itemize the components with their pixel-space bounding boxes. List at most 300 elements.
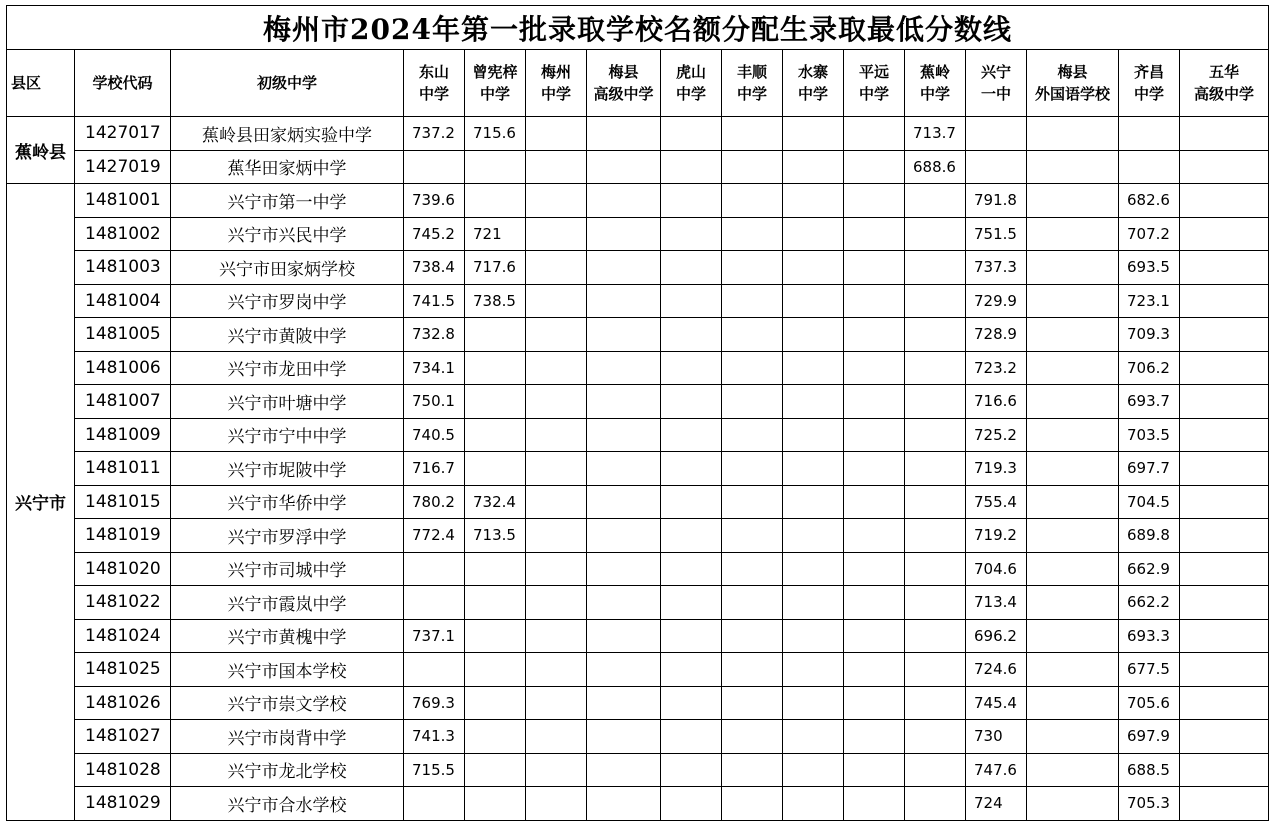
score-cell	[905, 184, 966, 218]
score-cell	[465, 720, 526, 754]
score-cell	[844, 586, 905, 620]
header-senior-school	[1119, 50, 1180, 117]
table-row	[7, 117, 1269, 151]
score-cell	[905, 653, 966, 687]
score-cell	[1180, 653, 1269, 687]
score-cell: 739.6	[404, 184, 465, 218]
junior-school-name-cell: 兴宁市坭陂中学	[171, 452, 404, 486]
score-cell	[661, 318, 722, 352]
junior-school-name-cell: 兴宁市田家炳学校	[171, 251, 404, 285]
score-cell	[587, 318, 661, 352]
table-row	[7, 787, 1269, 821]
header-senior-school	[661, 50, 722, 117]
score-cell	[465, 753, 526, 787]
score-cell	[1027, 184, 1119, 218]
score-cell: 697.7	[1119, 452, 1180, 486]
score-cell	[844, 619, 905, 653]
score-cell	[587, 217, 661, 251]
score-cell	[526, 385, 587, 419]
score-cell	[526, 552, 587, 586]
score-cell	[844, 753, 905, 787]
score-cell	[783, 586, 844, 620]
score-cell	[783, 217, 844, 251]
header-senior-school	[966, 50, 1027, 117]
score-cell: 737.2	[404, 117, 465, 151]
score-cell	[465, 150, 526, 184]
school-code-cell: 1481020	[75, 552, 171, 586]
score-cell: 693.5	[1119, 251, 1180, 285]
table-row	[7, 318, 1269, 352]
score-cell: 697.9	[1119, 720, 1180, 754]
score-cell	[661, 452, 722, 486]
score-cell	[905, 385, 966, 419]
score-cell	[587, 552, 661, 586]
table-row	[7, 519, 1269, 553]
score-cell: 693.7	[1119, 385, 1180, 419]
score-table-sheet	[6, 5, 1269, 821]
score-cell	[722, 552, 783, 586]
score-cell	[783, 686, 844, 720]
county-cell: 兴宁市	[7, 184, 75, 821]
score-cell: 706.2	[1119, 351, 1180, 385]
score-cell	[587, 117, 661, 151]
table-row	[7, 217, 1269, 251]
school-code-cell: 1481025	[75, 653, 171, 687]
score-cell: 717.6	[465, 251, 526, 285]
score-cell	[722, 753, 783, 787]
header-line-1: 梅县	[608, 63, 639, 81]
score-cell	[526, 117, 587, 151]
score-cell	[1180, 586, 1269, 620]
score-cell	[1027, 418, 1119, 452]
score-cell: 689.8	[1119, 519, 1180, 553]
score-cell	[905, 552, 966, 586]
score-cell	[526, 753, 587, 787]
score-cell	[783, 284, 844, 318]
score-cell	[404, 653, 465, 687]
score-cell	[844, 117, 905, 151]
score-cell	[587, 787, 661, 821]
header-line-2: 中学	[797, 85, 828, 103]
score-cell	[465, 351, 526, 385]
score-cell	[661, 552, 722, 586]
header-senior-school	[783, 50, 844, 117]
junior-school-name-cell: 兴宁市罗岗中学	[171, 284, 404, 318]
score-cell	[1119, 117, 1180, 151]
score-cell: 732.8	[404, 318, 465, 352]
score-cell: 713.5	[465, 519, 526, 553]
school-code-cell: 1481027	[75, 720, 171, 754]
score-cell	[1027, 284, 1119, 318]
score-cell	[722, 284, 783, 318]
header-line-1: 五华	[1208, 63, 1239, 81]
header-line-1: 平远	[858, 63, 889, 81]
header-senior-school	[905, 50, 966, 117]
score-cell	[722, 653, 783, 687]
table-row	[7, 653, 1269, 687]
score-cell	[844, 150, 905, 184]
score-cell	[722, 485, 783, 519]
header-line-1: 水寨	[797, 63, 828, 81]
score-cell	[844, 485, 905, 519]
score-cell	[905, 452, 966, 486]
score-cell	[722, 217, 783, 251]
table-row	[7, 251, 1269, 285]
header-line-1: 丰顺	[736, 63, 767, 81]
score-cell	[1027, 753, 1119, 787]
school-code-cell: 1481024	[75, 619, 171, 653]
score-cell	[844, 385, 905, 419]
score-cell	[587, 184, 661, 218]
score-cell	[526, 485, 587, 519]
score-cell	[905, 284, 966, 318]
header-senior-school	[587, 50, 661, 117]
score-cell	[661, 753, 722, 787]
score-cell: 745.2	[404, 217, 465, 251]
score-cell	[722, 519, 783, 553]
score-cell	[1027, 385, 1119, 419]
score-cell: 723.2	[966, 351, 1027, 385]
score-cell	[587, 586, 661, 620]
score-cell	[587, 753, 661, 787]
score-cell: 716.7	[404, 452, 465, 486]
score-cell	[404, 552, 465, 586]
score-cell	[661, 619, 722, 653]
header-senior-school	[1027, 50, 1119, 117]
score-cell: 716.6	[966, 385, 1027, 419]
header-line-2: 高级中学	[1193, 85, 1254, 103]
table-row	[7, 351, 1269, 385]
score-cell	[661, 217, 722, 251]
score-cell	[844, 184, 905, 218]
score-cell	[722, 619, 783, 653]
score-cell	[661, 117, 722, 151]
school-code-cell: 1481026	[75, 686, 171, 720]
score-cell	[1180, 418, 1269, 452]
score-cell	[526, 686, 587, 720]
table-row	[7, 418, 1269, 452]
school-code-cell: 1427017	[75, 117, 171, 151]
score-cell	[587, 619, 661, 653]
score-cell	[905, 753, 966, 787]
header-line-1: 梅州	[540, 63, 571, 81]
score-cell: 745.4	[966, 686, 1027, 720]
score-cell	[905, 686, 966, 720]
score-cell	[1180, 519, 1269, 553]
score-cell: 703.5	[1119, 418, 1180, 452]
score-cell	[661, 284, 722, 318]
score-cell	[783, 619, 844, 653]
junior-school-name-cell: 蕉岭县田家炳实验中学	[171, 117, 404, 151]
score-cell	[587, 519, 661, 553]
score-cell: 737.1	[404, 619, 465, 653]
score-cell	[404, 787, 465, 821]
score-cell	[1180, 385, 1269, 419]
score-cell	[722, 385, 783, 419]
score-cell	[722, 150, 783, 184]
score-cell: 780.2	[404, 485, 465, 519]
score-cell	[1027, 485, 1119, 519]
score-cell	[1180, 720, 1269, 754]
score-cell	[661, 184, 722, 218]
junior-school-name-cell: 兴宁市国本学校	[171, 653, 404, 687]
score-cell	[844, 552, 905, 586]
score-cell	[587, 452, 661, 486]
score-cell	[587, 284, 661, 318]
score-cell	[465, 452, 526, 486]
junior-school-name-cell: 兴宁市霞岚中学	[171, 586, 404, 620]
table-row	[7, 619, 1269, 653]
score-cell	[465, 552, 526, 586]
score-cell	[1027, 552, 1119, 586]
score-cell: 705.6	[1119, 686, 1180, 720]
score-cell	[1180, 686, 1269, 720]
score-cell	[526, 619, 587, 653]
score-cell	[905, 351, 966, 385]
score-cell	[905, 217, 966, 251]
score-cell	[722, 351, 783, 385]
score-cell: 719.2	[966, 519, 1027, 553]
header-line-2: 中学	[919, 85, 950, 103]
score-cell	[1027, 686, 1119, 720]
score-cell	[526, 653, 587, 687]
score-cell	[844, 418, 905, 452]
score-cell	[1027, 787, 1119, 821]
score-cell	[1119, 150, 1180, 184]
score-cell	[722, 787, 783, 821]
score-cell: 688.5	[1119, 753, 1180, 787]
score-cell	[404, 586, 465, 620]
score-cell	[465, 184, 526, 218]
school-code-cell: 1481003	[75, 251, 171, 285]
score-cell	[661, 686, 722, 720]
junior-school-name-cell: 兴宁市黄陂中学	[171, 318, 404, 352]
score-cell	[722, 686, 783, 720]
school-code-cell: 1481028	[75, 753, 171, 787]
header-line-1: 蕉岭	[919, 63, 950, 81]
table-row	[7, 753, 1269, 787]
score-cell	[1180, 552, 1269, 586]
score-cell	[1180, 787, 1269, 821]
county-cell: 蕉岭县	[7, 117, 75, 184]
score-cell	[844, 686, 905, 720]
score-cell	[1180, 217, 1269, 251]
score-cell	[661, 418, 722, 452]
score-cell	[844, 653, 905, 687]
score-cell: 741.5	[404, 284, 465, 318]
score-cell	[661, 485, 722, 519]
table-row	[7, 485, 1269, 519]
score-cell	[526, 787, 587, 821]
score-cell: 662.9	[1119, 552, 1180, 586]
score-cell	[661, 720, 722, 754]
score-cell: 688.6	[905, 150, 966, 184]
score-cell: 725.2	[966, 418, 1027, 452]
score-cell	[465, 318, 526, 352]
score-cell	[661, 385, 722, 419]
score-cell	[587, 150, 661, 184]
table-row	[7, 284, 1269, 318]
header-line-2: 中学	[858, 85, 889, 103]
score-cell: 755.4	[966, 485, 1027, 519]
score-cell	[783, 720, 844, 754]
score-cell	[661, 251, 722, 285]
score-cell	[844, 787, 905, 821]
score-cell: 791.8	[966, 184, 1027, 218]
junior-school-name-cell: 兴宁市宁中中学	[171, 418, 404, 452]
junior-school-name-cell: 兴宁市龙田中学	[171, 351, 404, 385]
score-cell	[587, 653, 661, 687]
score-cell	[722, 586, 783, 620]
score-cell	[783, 184, 844, 218]
school-code-cell: 1481001	[75, 184, 171, 218]
school-code-cell: 1481022	[75, 586, 171, 620]
school-code-cell: 1427019	[75, 150, 171, 184]
score-cell	[587, 720, 661, 754]
score-cell	[526, 150, 587, 184]
score-cell	[783, 485, 844, 519]
score-cell	[966, 117, 1027, 151]
score-cell	[404, 150, 465, 184]
score-cell	[1180, 184, 1269, 218]
score-cell	[1180, 485, 1269, 519]
table-row	[7, 552, 1269, 586]
junior-school-name-cell: 兴宁市司城中学	[171, 552, 404, 586]
table-title: 梅州市2024年第一批录取学校名额分配生录取最低分数线	[7, 6, 1269, 50]
score-cell: 704.5	[1119, 485, 1180, 519]
score-cell	[1027, 318, 1119, 352]
table-row	[7, 150, 1269, 184]
score-cell: 713.7	[905, 117, 966, 151]
score-cell	[1180, 452, 1269, 486]
header-line-2: 中学	[418, 85, 449, 103]
score-cell	[722, 117, 783, 151]
score-cell	[783, 418, 844, 452]
score-cell	[783, 452, 844, 486]
score-cell	[844, 351, 905, 385]
score-cell: 732.4	[465, 485, 526, 519]
score-cell	[526, 284, 587, 318]
score-cell	[844, 720, 905, 754]
score-cell	[1180, 619, 1269, 653]
header-line-1: 兴宁	[980, 63, 1011, 81]
header-line-1: 齐昌	[1133, 63, 1164, 81]
header-line-2: 中学	[675, 85, 706, 103]
score-cell	[587, 385, 661, 419]
score-cell	[783, 385, 844, 419]
junior-school-name-cell: 兴宁市兴民中学	[171, 217, 404, 251]
school-code-cell: 1481011	[75, 452, 171, 486]
header-county: 县区	[7, 50, 75, 117]
score-cell	[661, 653, 722, 687]
score-cell	[465, 418, 526, 452]
score-table	[6, 5, 1269, 821]
header-line-1: 虎山	[675, 63, 706, 81]
score-cell	[526, 217, 587, 251]
score-cell	[783, 251, 844, 285]
header-line-2: 中学	[479, 85, 510, 103]
score-cell	[905, 485, 966, 519]
score-cell	[1180, 351, 1269, 385]
school-code-cell: 1481015	[75, 485, 171, 519]
score-cell	[844, 318, 905, 352]
score-cell	[1180, 318, 1269, 352]
score-cell	[587, 351, 661, 385]
table-row	[7, 452, 1269, 486]
score-cell	[1027, 117, 1119, 151]
header-line-2: 一中	[980, 85, 1011, 103]
score-cell: 715.6	[465, 117, 526, 151]
score-cell	[905, 619, 966, 653]
score-cell: 738.5	[465, 284, 526, 318]
score-cell	[661, 519, 722, 553]
junior-school-name-cell: 兴宁市华侨中学	[171, 485, 404, 519]
score-cell: 769.3	[404, 686, 465, 720]
score-cell	[905, 586, 966, 620]
score-cell: 741.3	[404, 720, 465, 754]
score-cell	[1027, 519, 1119, 553]
score-cell	[783, 117, 844, 151]
table-row	[7, 686, 1269, 720]
header-senior-school	[1180, 50, 1269, 117]
score-cell	[1027, 653, 1119, 687]
score-cell: 693.3	[1119, 619, 1180, 653]
header-senior-school	[526, 50, 587, 117]
score-cell	[465, 787, 526, 821]
school-code-cell: 1481004	[75, 284, 171, 318]
score-cell	[1027, 251, 1119, 285]
score-cell	[1027, 619, 1119, 653]
score-cell	[465, 385, 526, 419]
header-line-1: 梅县	[1057, 63, 1088, 81]
score-cell	[722, 418, 783, 452]
score-cell: 707.2	[1119, 217, 1180, 251]
score-cell: 750.1	[404, 385, 465, 419]
score-cell	[526, 586, 587, 620]
score-cell	[526, 418, 587, 452]
score-cell	[587, 686, 661, 720]
score-cell	[587, 485, 661, 519]
header-line-2: 中学	[736, 85, 767, 103]
score-cell: 715.5	[404, 753, 465, 787]
score-cell: 747.6	[966, 753, 1027, 787]
score-cell	[526, 251, 587, 285]
score-cell	[844, 251, 905, 285]
score-cell	[1027, 150, 1119, 184]
header-senior-school	[844, 50, 905, 117]
school-code-cell: 1481005	[75, 318, 171, 352]
score-cell	[844, 284, 905, 318]
score-cell: 696.2	[966, 619, 1027, 653]
score-cell	[905, 720, 966, 754]
school-code-cell: 1481002	[75, 217, 171, 251]
school-code-cell: 1481029	[75, 787, 171, 821]
table-row	[7, 720, 1269, 754]
score-cell	[1027, 217, 1119, 251]
score-cell	[661, 586, 722, 620]
score-cell	[783, 653, 844, 687]
score-cell	[844, 217, 905, 251]
score-cell	[526, 519, 587, 553]
score-cell	[1180, 753, 1269, 787]
score-cell: 709.3	[1119, 318, 1180, 352]
score-cell: 751.5	[966, 217, 1027, 251]
score-cell: 740.5	[404, 418, 465, 452]
score-cell	[1027, 586, 1119, 620]
score-cell: 704.6	[966, 552, 1027, 586]
header-line-1: 东山	[418, 63, 449, 81]
score-cell	[783, 753, 844, 787]
